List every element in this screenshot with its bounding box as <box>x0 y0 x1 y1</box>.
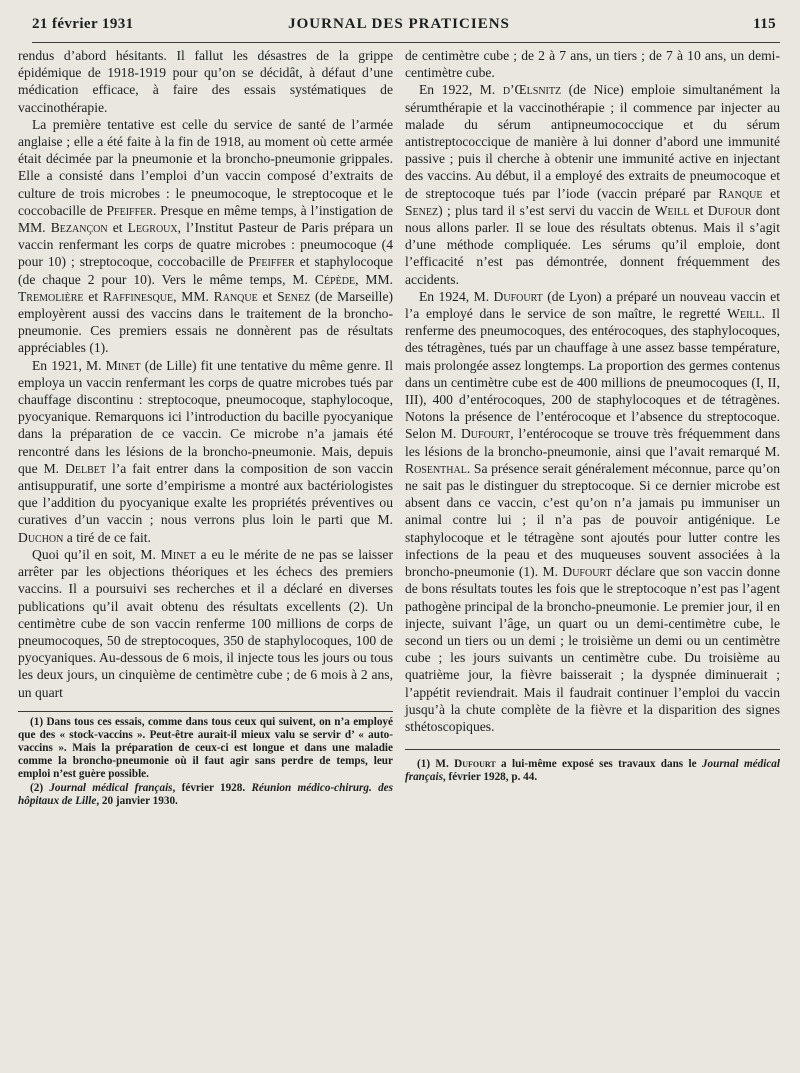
paragraph <box>18 47 393 116</box>
author-name: Delbet <box>65 460 106 476</box>
author-name: Weill <box>727 306 762 322</box>
author-name: Dufour <box>707 202 752 218</box>
citation-title: Journal médical français <box>405 758 780 784</box>
author-name: Pfeiffer <box>248 254 295 270</box>
text-run: déclare que son vaccin donne de bons résultats toutes les fois que le streptocoque n’est pas l’agent pathogène principal de la broncho-pneumonie. Le premier jour, il en injecte, suivant l’âge, un quart ou un demi-centimètre cube, le second un tiers ou un demi ; le troisième un demi ou un centimètre cube ; les jours suivants un centimètre cube. Du troisième au quatrième jour, la fièvre baisserait ; la dyspnée diminuerait ; l’appétit reviendrait. Mais il faudrait continuer l’emploi du vaccin jusqu’à la chute complète de la fièvre et la disparition des signes sthétoscopiques. <box>405 564 780 734</box>
left-body <box>18 47 393 701</box>
author-name: Duchon <box>18 529 64 545</box>
text-run: et <box>83 288 103 304</box>
text-run: , l’entérocoque se trouve très fréquemment dans les lésions de la broncho-pneumonie, ainsi que l’avait remarqué M. <box>405 426 780 459</box>
paragraph <box>18 357 393 546</box>
author-name: Legroux <box>127 220 178 236</box>
text-run: (2) <box>30 781 50 794</box>
footnote <box>18 716 393 781</box>
author-name: Pfeiffer <box>106 202 153 218</box>
right-column <box>405 47 780 809</box>
text-run: En 1924, M. <box>419 288 494 304</box>
author-name: Senez <box>277 288 311 304</box>
author-name: Bezançon <box>50 220 108 236</box>
text-run: et <box>107 220 128 236</box>
author-name: Dufourt <box>493 288 543 304</box>
author-name: Dufourt <box>562 564 612 580</box>
text-run: a tiré de ce fait. <box>63 529 151 545</box>
paragraph <box>405 288 780 735</box>
text-run: (1) Dans tous ces essais, comme dans tous ceux qui suivent, on n’a employé que des « stock-vaccins ». Peut-être aurait-il mieux valu se servir d’ « auto-vaccins ». Mais la préparation de ceux-ci est longue et dans une maladie comme la broncho-pneumonie où il faut agir sans perdre de temps, leur emploi n’est guère possible. <box>18 715 393 780</box>
author-name: Dufourt <box>454 758 496 771</box>
text-run: (de Nice) emploie simultanément la sérumthérapie et la vaccinothérapie ; il commence par injecter au malade du sérum antipneumococcique et du sérum antistreptococcique de manière à lui donner d’abord une immunité passive ; puis il cherche à obtenir une immunité active en injectant des vaccins. Au début, il a employé des extraits de pneumocoque et de streptocoque tués par l’iode (vaccin préparé par <box>405 82 780 201</box>
text-run: dont nous allons parler. Il se loue des résultats obtenus. Mais il s’agit d’une méthode compliquée. Les sérums qu’il emploie, dont l’efficacité n’est pas démontrée, donnent fréquemment des accidents. <box>405 202 781 287</box>
text-run: . Presque en même temps, à l’instigation de MM. <box>18 202 393 236</box>
text-run: , MM. <box>355 271 393 287</box>
text-run: rendus d’abord hésitants. Il fallut les désastres de la grippe épidémique de 1918-1919 pour qu’on se décidât, à défaut d’une médication efficace, à faire des essais systématiques de vaccinothérapie. <box>18 48 393 115</box>
article-columns <box>18 47 780 809</box>
header-rule <box>32 42 780 43</box>
text-run: . Sa présence serait généralement méconnue, parce qu’on ne sait pas le distinguer du streptocoque. Si ce dernier microbe est absent dans ce vaccin, c’est qu’on n’a jamais pu immuniser un animal contre lui ; il n’a pas de pouvoir antigénique. Le staphylocoque et le tétragène sont ajoutés pour lutter contre les infections de la peau et des muqueuses souvent associées à la broncho-pneumonie (1). M. <box>405 460 780 580</box>
left-column <box>18 47 393 809</box>
author-name: Rosenthal <box>405 460 467 476</box>
text-run: , MM. <box>173 288 214 304</box>
text-run: En 1922, M. <box>419 82 503 98</box>
page-number: 115 <box>753 16 776 32</box>
paragraph <box>18 546 393 701</box>
author-name: Minet <box>105 357 141 373</box>
footnote <box>405 758 780 784</box>
author-name: Ranque <box>213 288 258 304</box>
citation-title: Journal médical français <box>49 781 173 794</box>
text-run: , février 1928. <box>172 781 252 794</box>
text-run: , février 1928, p. 44. <box>442 771 538 784</box>
author-name: Weill <box>654 202 690 218</box>
text-run: La première tentative est celle du service de santé de l’armée anglaise ; elle a été faite à la fin de 1918, au moment où cette armée était décimée par la pneumonie et la broncho-pneumonie grippales. Elle a consisté dans l’emploi d’un vaccin composé d’extraits de culture de trois microbes : le pneumocoque, le streptocoque et le coccobacille de <box>18 116 393 218</box>
text-run: de centimètre cube ; de 2 à 7 ans, un tiers ; de 7 à 10 ans, un demi-centimètre cube. <box>405 48 780 81</box>
text-run: l’a fait entrer dans la composition de son vaccin antisuppuratif, une sorte d’empirisme a montré aux bactériologistes que l’addition du pyocyanique exalte les propriétés préventives ou curatives d’un vaccin ; nous verrons plus loin le parti que M. <box>18 460 393 528</box>
running-header <box>18 14 780 36</box>
paragraph <box>405 81 780 287</box>
text-run: (de Lille) fit une tentative du même genre. Il employa un vaccin renfermant les corps de quatre microbes tués par chauffage discontinu : streptocoque, pneumocoque, staphylocoque, pyocyanique. Remarquons ici l’introduction du bacille pyocyanique dans la préparation de ce vaccin. Ce microbe n’a jamais été rencontré dans les lésions de la broncho-pneumonie. Mais, depuis que M. <box>18 357 393 476</box>
text-run: ) ; plus tard il s’est servi du vaccin de <box>438 202 655 218</box>
text-run: En 1921, M. <box>32 357 106 373</box>
text-run: (de Marseille) employèrent aussi des vaccins dans le traitement de la broncho-pneumonie. Ces premiers essais ne donnèrent pas de résultats appréciables (1). <box>18 288 394 356</box>
author-name: Minet <box>160 546 196 562</box>
left-footnotes <box>18 711 393 808</box>
text-run: et <box>689 202 708 218</box>
text-run: . Il renferme des pneumocoques, des entérocoques, des staphylocoques, des tétragènes, tués par un chauffage à une assez basse température, mais prolongée assez longtemps. La proportion des germes contenus dans un centimètre cube est de 400 millions de pneumocoques (I, II, III), 400 d’entérocoques, 200 de staphylocoques et de tétragènes. Notons la présence de l’entérocoque et l’absence du streptocoque. Selon M. <box>405 306 781 442</box>
text-run: , l’Institut Pasteur de Paris prépara un vaccin renfermant les corps de quatre microbes : pneumocoque (4 pour 10) ; streptocoque, coccobacille de <box>18 220 393 270</box>
text-run: a lui-même exposé ses travaux dans le <box>495 758 702 771</box>
citation-title: Réunion médico-chirurg. des hôpitaux de Lille <box>18 781 393 807</box>
header-date: 21 février 1931 <box>32 16 134 32</box>
text-run: a eu le mérite de ne pas se laisser arrêter par les objections théoriques et les échecs des premiers vaccins. Il a poursuivi ses recherches et il a déclaré en diverses publications qu’il avait obtenu des résultats excellents (2). Un centimètre cube de son vaccin renferme 100 millions de corps de pneumocoques, 50 de streptocoques, 350 de staphylocoques, 100 de pyocyaniques. Au-dessous de 6 mois, il injecte tous les jours ou tous les deux jours, un cinquième de centimètre cube ; de 6 mois à 2 ans, un quart <box>18 546 393 700</box>
paragraph <box>405 47 780 81</box>
journal-title: JOURNAL DES PRATICIENS <box>288 16 510 32</box>
author-name: Ranque <box>718 185 763 201</box>
author-name: Dufourt <box>460 426 511 442</box>
author-name: d’Œlsnitz <box>502 82 562 98</box>
author-name: Tremolière <box>18 288 84 304</box>
text-run: et <box>762 185 780 201</box>
author-name: Raffinesque <box>102 288 174 304</box>
paragraph <box>18 116 393 357</box>
text-run: et staphylocoque (de chaque 2 pour 10). Vers le même temps, M. <box>18 254 393 287</box>
footnote <box>18 782 393 808</box>
right-body <box>405 47 780 735</box>
author-name: Senez <box>405 202 439 218</box>
author-name: Cépède <box>314 271 356 287</box>
text-run: Quoi qu’il en soit, M. <box>32 546 161 562</box>
text-run: (1) M. <box>417 758 455 771</box>
right-footnotes <box>405 749 780 784</box>
text-run: , 20 janvier 1930. <box>96 794 178 807</box>
text-run: (de Lyon) a préparé un nouveau vaccin et l’a employé dans le service de son maître, le regretté <box>405 288 780 322</box>
text-run: et <box>257 288 278 304</box>
